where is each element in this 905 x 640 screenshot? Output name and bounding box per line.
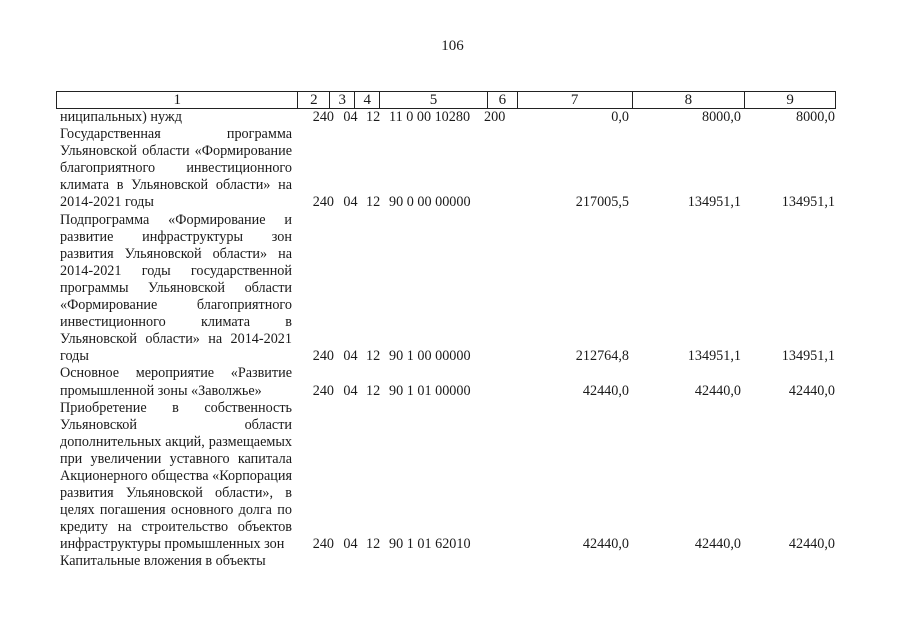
cell-subsection: 12 xyxy=(366,194,381,211)
cell-amount-col7: 217005,5 xyxy=(575,194,629,211)
table-row xyxy=(60,400,840,554)
cell-amount-col9: 134951,1 xyxy=(781,348,835,365)
cell-amount-col8: 134951,1 xyxy=(687,194,741,211)
row-description: Основное мероприятие «Развитие промышленной зоны «Заволжье» xyxy=(60,365,292,399)
cell-amount-col8: 134951,1 xyxy=(687,348,741,365)
cell-ministry-code: 240 xyxy=(312,194,334,211)
cell-amount-col9: 134951,1 xyxy=(781,194,835,211)
table-row xyxy=(60,109,840,126)
cell-section: 04 xyxy=(343,194,358,211)
cell-subsection: 12 xyxy=(366,382,381,399)
column-header-2: 2 xyxy=(297,92,329,108)
column-header-1: 1 xyxy=(173,92,181,108)
cell-amount-col9: 8000,0 xyxy=(795,109,835,125)
cell-amount-col7: 212764,8 xyxy=(575,348,629,365)
row-description: Приобретение в собственность Ульяновской области дополнительных акций, размещаемых при увеличении уставного капитала Акционерного общества «Корпорация развития Ульяновской области», в целях погашения основного долга по кредиту на строительство объектов инфраструктуры промышленных зон xyxy=(60,399,292,553)
row-description: ниципальных) нужд xyxy=(60,109,182,125)
cell-amount-col7: 42440,0 xyxy=(582,382,629,399)
cell-ministry-code: 240 xyxy=(312,536,334,553)
cell-ministry-code: 240 xyxy=(312,348,334,365)
cell-amount-col7: 42440,0 xyxy=(582,536,629,553)
cell-section: 04 xyxy=(343,348,358,365)
cell-amount-col7: 0,0 xyxy=(611,109,629,125)
column-header-3: 3 xyxy=(329,92,354,108)
cell-section: 04 xyxy=(343,109,358,125)
cell-amount-col8: 42440,0 xyxy=(694,536,741,553)
budget-table-body xyxy=(60,109,840,571)
column-header-9: 9 xyxy=(744,92,835,108)
cell-section: 04 xyxy=(343,536,358,553)
cell-subsection: 12 xyxy=(366,109,381,125)
cell-amount-col9: 42440,0 xyxy=(788,382,835,399)
cell-expense-type: 200 xyxy=(484,109,506,125)
column-number-header xyxy=(56,91,836,109)
column-header-8: 8 xyxy=(632,92,745,108)
cell-target-article: 90 1 01 00000 xyxy=(389,382,471,399)
column-header-7: 7 xyxy=(517,92,632,108)
column-header-6: 6 xyxy=(487,92,517,108)
row-description: Капитальные вложения в объекты xyxy=(60,553,266,570)
table-row xyxy=(60,365,840,399)
table-row xyxy=(60,212,840,366)
cell-subsection: 12 xyxy=(366,348,381,365)
cell-amount-col8: 8000,0 xyxy=(701,109,741,125)
column-header-5: 5 xyxy=(379,92,487,108)
cell-target-article: 90 1 01 62010 xyxy=(389,536,471,553)
table-row xyxy=(60,126,840,211)
page-number: 106 xyxy=(441,38,464,54)
cell-target-article: 90 1 00 00000 xyxy=(389,348,471,365)
cell-ministry-code: 240 xyxy=(312,382,334,399)
cell-target-article: 90 0 00 00000 xyxy=(389,194,471,211)
table-row xyxy=(60,553,840,570)
cell-amount-col9: 42440,0 xyxy=(788,536,835,553)
cell-amount-col8: 42440,0 xyxy=(694,382,741,399)
cell-target-article: 11 0 00 10280 xyxy=(389,109,471,125)
cell-section: 04 xyxy=(343,382,358,399)
cell-subsection: 12 xyxy=(366,536,381,553)
row-description: Государственная программа Ульяновской области «Формирование благоприятного инвестиционного климата в Ульяновской области» на 2014-2021 годы xyxy=(60,126,292,211)
cell-ministry-code: 240 xyxy=(312,109,334,125)
column-header-4: 4 xyxy=(354,92,379,108)
row-description: Подпрограмма «Формирование и развитие инфраструктуры зон развития Ульяновской области» на 2014-2021 годы государственной программы Ульяновской области «Формирование благоприятного инвестиционного климата в Ульяновской области» на 2014-2021 годы xyxy=(60,211,292,365)
